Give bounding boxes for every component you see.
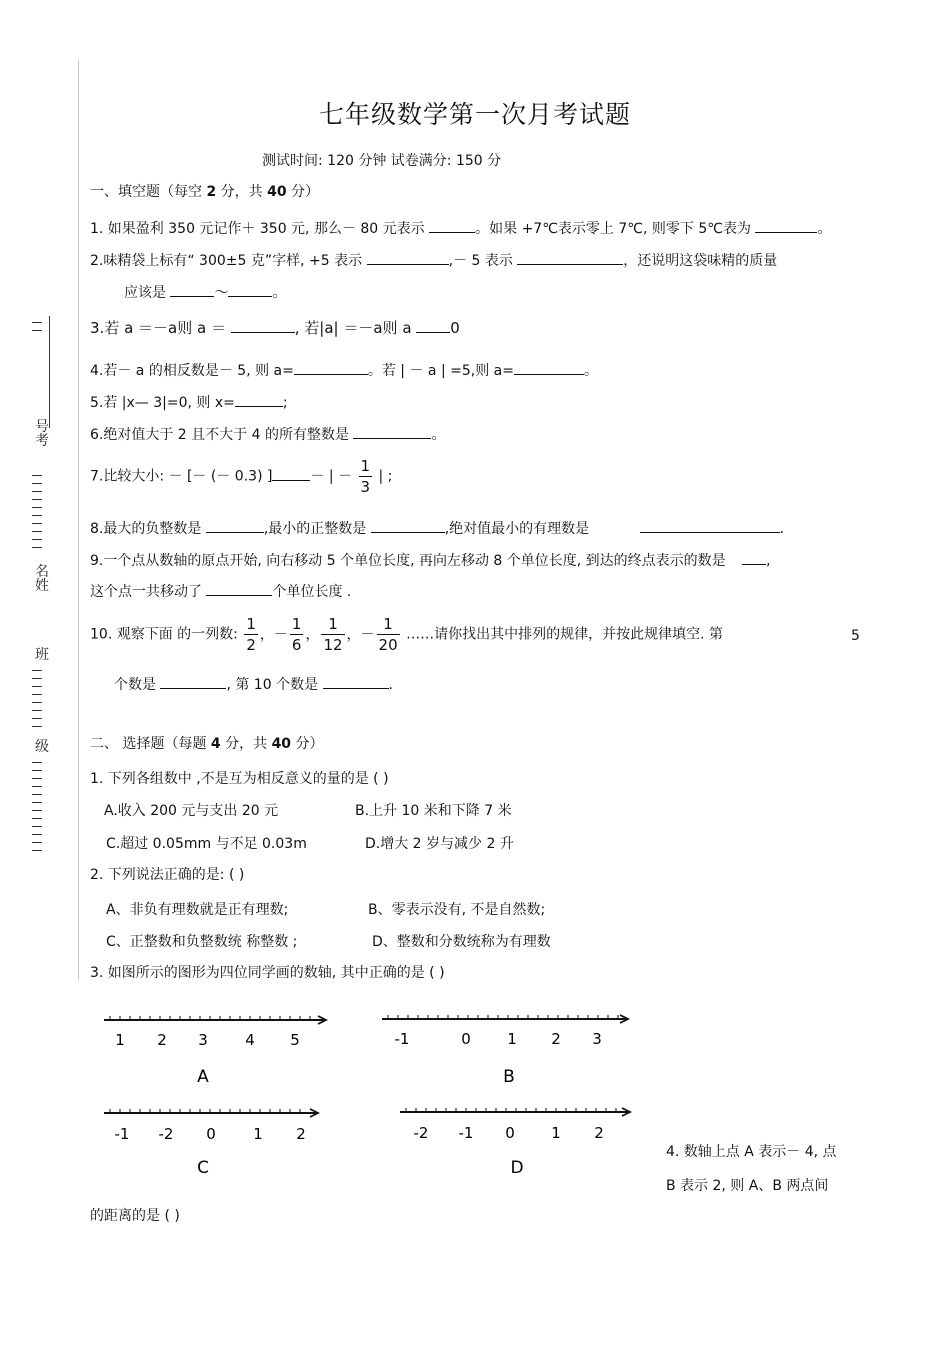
margin-dashes	[32, 762, 44, 858]
margin-dashes	[32, 475, 44, 555]
tick-label: 2	[157, 1031, 167, 1049]
fraction-numerator: 1	[291, 615, 302, 633]
question-text: 4.若－ a 的相反数是－ 5, 则 a=	[90, 363, 294, 379]
question-1-9-cont	[90, 581, 351, 601]
fraction-denominator: 3	[360, 478, 371, 496]
tick-label: -1	[114, 1125, 130, 1143]
question-text: 10. 观察下面 的一列数:	[90, 626, 238, 643]
question-1-1	[90, 218, 831, 238]
answer-blank[interactable]	[206, 518, 264, 533]
answer-blank[interactable]	[235, 392, 283, 407]
question-text: 7.比较大小: － [－ (－ 0.3) ]	[90, 468, 273, 485]
binding-bar	[49, 316, 50, 428]
question-text: 2.味精袋上标有“ 300±5 克”字样, +5 表示	[90, 253, 363, 269]
question-1-9	[90, 550, 771, 570]
margin-char: 考	[35, 433, 49, 449]
question-1-10-num: 5	[851, 628, 860, 644]
mc-question-1: 1. 下列各组数中 ,不是互为相反意义的量的是 ( )	[90, 771, 389, 787]
mc-option-2c[interactable]: C、正整数和负整数统 称整数 ;	[106, 934, 298, 950]
heading-text: 分，共	[216, 184, 268, 200]
mc-option-2a[interactable]: A、非负有理数就是正有理数;	[106, 902, 289, 918]
answer-blank[interactable]	[228, 282, 272, 297]
question-1-3	[90, 318, 460, 337]
margin-dashes	[32, 670, 44, 734]
tick-label: 1	[115, 1031, 125, 1049]
question-1-10-cont	[114, 674, 393, 694]
answer-blank[interactable]	[231, 318, 295, 333]
fraction	[244, 614, 258, 655]
margin-label-xingming	[35, 565, 49, 593]
fraction-denominator: 20	[378, 636, 398, 654]
question-text: 。	[817, 221, 832, 237]
axis-option-label[interactable]: B	[503, 1067, 515, 1087]
tick-label: -1	[458, 1124, 474, 1142]
margin-rule	[78, 60, 79, 980]
question-1-10	[90, 614, 723, 655]
answer-blank[interactable]	[160, 674, 226, 689]
answer-blank[interactable]	[416, 318, 450, 333]
answer-blank[interactable]	[170, 282, 214, 297]
heading-text: 二、 选择题（每题	[90, 736, 211, 752]
heading-text: 分）	[286, 184, 320, 200]
question-text: 0	[450, 319, 460, 337]
heading-total: 40	[271, 736, 292, 752]
question-1-5	[90, 392, 288, 412]
number-line-A	[104, 1016, 326, 1087]
question-text: 9.一个点从数轴的原点开始, 向右移动 5 个单位长度, 再向左移动 8 个单位长度, 到达的终点表示的数是	[90, 553, 726, 569]
question-text: , 若|a| ＝－a则 a	[294, 319, 412, 337]
tick-label: -1	[394, 1030, 410, 1048]
answer-blank[interactable]	[517, 250, 623, 265]
tick-label: 3	[198, 1031, 208, 1049]
tick-label: 1	[551, 1124, 561, 1142]
tick-label: 1	[253, 1125, 263, 1143]
number-line-D	[400, 1108, 630, 1178]
mc-option-2b[interactable]: B、零表示没有, 不是自然数;	[368, 902, 546, 918]
margin-char: 姓	[35, 578, 49, 594]
mc-question-3: 3. 如图所示的图形为四位同学画的数轴, 其中正确的是 ( )	[90, 965, 445, 981]
question-text: 3.若 a ＝－a则 a ＝	[90, 319, 226, 337]
heading-total: 40	[267, 184, 287, 200]
question-text: ，还说明这袋味精的质量	[623, 253, 778, 269]
margin-label-ji: 级	[35, 739, 49, 755]
question-text: 个数是	[114, 677, 156, 693]
tick-label: 1	[507, 1030, 517, 1048]
tick-label: 4	[245, 1031, 255, 1049]
fraction-sequence	[242, 615, 401, 654]
tick-label: 2	[594, 1124, 604, 1142]
fraction	[359, 456, 373, 497]
question-text: ～	[214, 285, 229, 301]
heading-points: 4	[210, 736, 221, 752]
tick-label: 3	[592, 1030, 602, 1048]
mc-option-1a[interactable]: A.收入 200 元与支出 20 元	[104, 803, 279, 819]
page-title: 七年级数学第一次月考试题	[318, 100, 631, 129]
fraction-numerator: 1	[377, 614, 400, 635]
mc-option-2d[interactable]: D、整数和分数统称为有理数	[372, 934, 551, 950]
question-text: 8.最大的负整数是	[90, 521, 202, 537]
answer-blank[interactable]	[742, 550, 766, 565]
margin-label-kaohao	[35, 420, 49, 448]
number-line-C	[104, 1109, 318, 1178]
question-text: ,－ 5 表示	[448, 253, 513, 269]
fraction-numerator: 1	[360, 457, 371, 475]
question-1-8	[90, 518, 784, 538]
tick-label: -2	[413, 1124, 429, 1142]
mc-option-1c[interactable]: C.超过 0.05mm 与不足 0.03m	[106, 836, 307, 852]
question-text: 个单位长度 .	[272, 584, 352, 600]
question-text: 应该是	[124, 285, 166, 301]
question-text: ,绝对值最小的有理数是	[444, 521, 590, 537]
fraction	[377, 614, 400, 655]
mc-question-2: 2. 下列说法正确的是: ( )	[90, 867, 245, 883]
question-text: ,最小的正整数是	[263, 521, 367, 537]
question-text: 。	[431, 427, 446, 443]
axis-option-label[interactable]: C	[197, 1158, 209, 1178]
tick-label: -2	[158, 1125, 174, 1143]
number-line-B	[382, 1015, 628, 1087]
fraction-denominator: 6	[291, 636, 302, 654]
tick-label: 5	[290, 1031, 300, 1049]
fraction-denominator: 2	[246, 636, 256, 654]
question-text: 1. 如果盈利 350 元记作＋ 350 元, 那么－ 80 元表示	[90, 221, 425, 237]
question-1-2	[90, 250, 777, 270]
fraction-separator: ，	[305, 626, 320, 643]
margin-char: 名	[35, 564, 49, 580]
fraction-numerator: 1	[246, 615, 256, 633]
question-1-7	[90, 456, 392, 497]
tick-label: 0	[505, 1124, 515, 1142]
tick-label: 0	[206, 1125, 216, 1143]
answer-blank[interactable]	[323, 674, 389, 689]
answer-blank[interactable]	[367, 250, 449, 265]
exam-info: 测试时间: 120 分钟 试卷满分: 150 分	[262, 153, 502, 169]
answer-blank[interactable]	[640, 518, 780, 533]
answer-blank[interactable]	[371, 518, 445, 533]
answer-blank[interactable]	[206, 581, 272, 596]
answer-blank[interactable]	[429, 218, 475, 233]
question-text: 。如果 +7℃表示零上 7℃, 则零下 5℃表为	[475, 221, 751, 237]
section1-heading	[90, 183, 319, 201]
fraction	[290, 614, 304, 655]
question-text: ……请你找出其中排列的规律，并按此规律填空. 第	[406, 626, 723, 643]
question-1-4	[90, 360, 598, 380]
margin-char: 号	[35, 419, 49, 435]
fraction-separator: ，－	[346, 626, 375, 643]
mc-option-1d[interactable]: D.增大 2 岁与减少 2 升	[365, 836, 514, 852]
heading-text: 分）	[291, 736, 324, 752]
question-text: － | －	[310, 468, 353, 485]
question-text: .	[388, 677, 393, 693]
heading-text: 一、填空题（每空	[90, 184, 207, 200]
question-1-6	[90, 424, 445, 444]
question-text: | ;	[378, 468, 393, 485]
heading-text: 分，共	[220, 736, 272, 752]
fraction	[321, 614, 344, 655]
margin-label-ban: 班	[35, 647, 49, 663]
answer-blank[interactable]	[353, 424, 431, 439]
mc-question-4-end: 的距离的是 ( )	[90, 1208, 180, 1224]
section2-heading	[90, 735, 324, 753]
answer-blank[interactable]	[514, 360, 584, 375]
question-1-2-cont	[124, 282, 286, 302]
mc-option-1b[interactable]: B.上升 10 米和下降 7 米	[355, 803, 512, 819]
fraction-denominator: 12	[323, 636, 343, 654]
question-text: ;	[282, 395, 288, 411]
fraction-numerator: 1	[321, 614, 344, 635]
tick-label: 0	[461, 1030, 471, 1048]
margin-dashes-top	[32, 322, 44, 338]
tick-label: 2	[551, 1030, 561, 1048]
mc-question-4: 4. 数轴上点 A 表示－ 4, 点	[666, 1144, 837, 1160]
question-text: 。若 | － a | =5,则 a=	[367, 363, 514, 379]
question-text: 这个点一共移动了	[90, 584, 202, 600]
question-text: , 第 10 个数是	[226, 677, 319, 693]
tick-label: 2	[296, 1125, 306, 1143]
mc-question-4-cont: B 表示 2, 则 A、B 两点间	[666, 1178, 829, 1194]
answer-blank[interactable]	[755, 218, 817, 233]
question-text: ,	[766, 553, 771, 569]
question-text: 。	[272, 285, 287, 301]
answer-blank[interactable]	[272, 466, 310, 481]
axis-option-label[interactable]: A	[197, 1067, 209, 1087]
axis-option-label[interactable]: D	[510, 1158, 524, 1178]
question-text: 5.若 |x— 3|=0, 则 x=	[90, 395, 235, 411]
question-text: .	[779, 521, 785, 537]
fraction-separator: ，－	[259, 626, 288, 643]
question-text: 。	[583, 363, 598, 379]
heading-points: 2	[206, 184, 217, 200]
answer-blank[interactable]	[294, 360, 368, 375]
number-line-figure	[90, 1000, 650, 1190]
question-text: 6.绝对值大于 2 且不大于 4 的所有整数是	[90, 427, 349, 443]
